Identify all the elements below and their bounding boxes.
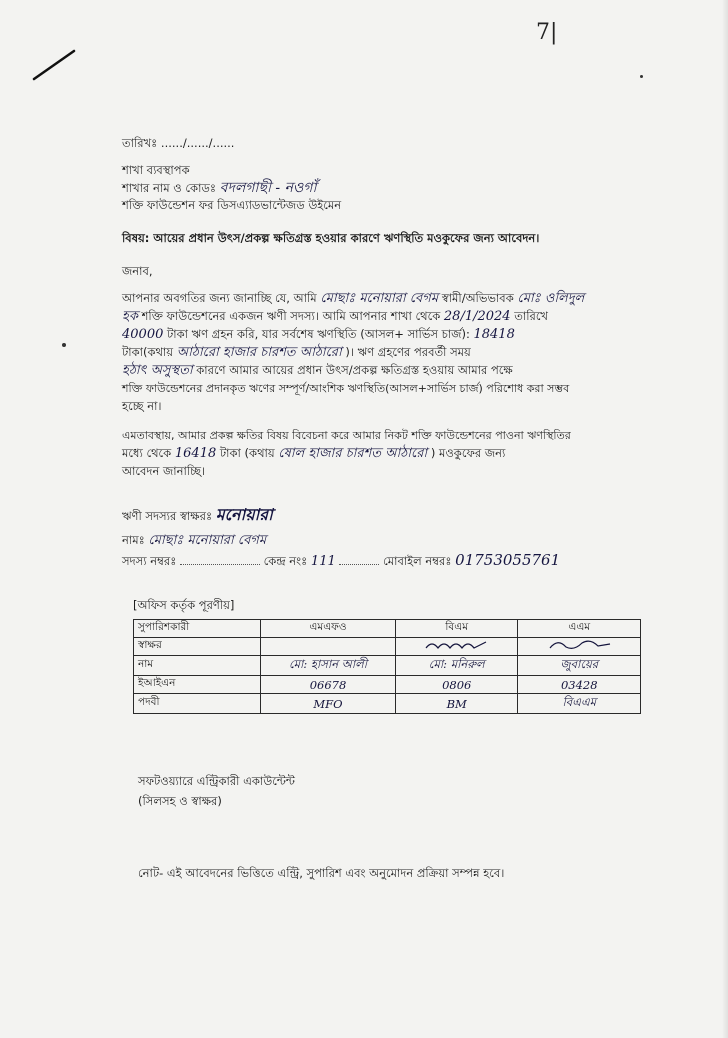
salutation: জনাব, — [122, 264, 153, 278]
para1-text: কারণে আমার আয়ের প্রধান উৎস/প্রকল্প ক্ষতিগ্রস্ত হওয়ায় আমার পক্ষে — [196, 363, 513, 377]
table-row — [134, 676, 641, 694]
outstanding-amount-handwritten: 18418 — [473, 327, 515, 342]
table-row — [134, 694, 641, 714]
member-name-label: নামঃ — [122, 533, 145, 547]
col-am: এএম — [518, 620, 641, 638]
member-name-line — [122, 533, 266, 548]
loan-amount-handwritten: 40000 — [122, 327, 164, 342]
amount-in-words-handwritten: আঠারো হাজার চারশত আঠারো — [176, 345, 342, 360]
para1-text: তারিখে — [514, 309, 548, 323]
table-cell: 0806 — [395, 676, 518, 694]
scan-edge-shadow — [722, 0, 728, 1038]
table-row — [134, 656, 641, 676]
center-number-handwritten: 111 — [310, 554, 336, 569]
para1-text: টাকা ঋণ গ্রহন করি, যার সর্বশেষ ঋণস্থিতি (আসল+ সার্ভিস চার্জ): — [167, 327, 470, 341]
branch-label: শাখার নাম ও কোডঃ — [122, 181, 217, 195]
table-cell: বিএএম — [518, 694, 641, 714]
para2-line1: এমতাবস্থায়, আমার প্রকল্প ক্ষতির বিষয় বিবেচনা করে আমার নিকট শক্তি ফাউন্ডেশনের পাওনা ঋণস্থিতির — [122, 429, 571, 442]
ink-dot — [62, 343, 66, 347]
table-cell: জুবায়ের — [518, 656, 641, 676]
para1-text: শক্তি ফাউন্ডেশনের একজন ঋণী সদস্য। আমি আপনার শাখা থেকে — [141, 309, 441, 323]
office-approval-table — [133, 619, 641, 714]
para1-line4 — [122, 345, 471, 360]
table-cell: 06678 — [261, 676, 396, 694]
date-line: তারিখঃ ....../....../...... — [122, 136, 235, 150]
row-label-name: নাম — [134, 656, 261, 676]
table-cell: মো: মনিরুল — [395, 656, 518, 676]
table-cell — [261, 638, 396, 656]
branch-line — [122, 181, 317, 196]
am-signature — [544, 638, 614, 652]
member-signature-label: ঋণী সদস্যর স্বাক্ষরঃ — [122, 509, 213, 523]
para2-line3: আবেদন জানাচ্ছি। — [122, 464, 206, 478]
footer-note: নোট- এই আবেদনের ভিত্তিতে এন্ট্রি, সুপারিশ এবং অনুমোদন প্রক্রিয়া সম্পন্ন হবে। — [138, 866, 505, 880]
para1-text: স্বামী/অভিভাবক — [441, 291, 514, 305]
row-label-signature: স্বাক্ষর — [134, 638, 261, 656]
accountant-title: সফটওয়্যারে এন্ট্রিকারী একাউন্টেন্ট — [138, 774, 295, 788]
table-cell: MFO — [261, 694, 396, 714]
applicant-name-handwritten: মোছাঃ মনোয়ারা বেগম — [320, 291, 439, 306]
para2-text: মধ্যে থেকে — [122, 446, 172, 460]
ink-dot — [640, 75, 643, 78]
member-signature-line — [122, 507, 273, 524]
para2-text: ) মওকুফের জন্য — [430, 446, 506, 460]
center-number-label: কেন্দ্র নংঃ — [263, 554, 308, 568]
office-use-heading: [অফিস কর্তৃক পূরণীয়] — [133, 598, 235, 612]
para1-text: আপনার অবগতির জন্য জানাচ্ছি যে, আমি — [122, 291, 317, 305]
col-recommender: সুপারিশকারী — [134, 620, 261, 638]
member-number-line — [122, 553, 560, 569]
bm-signature — [422, 638, 492, 652]
para1-line2 — [122, 309, 548, 324]
table-header-row — [134, 620, 641, 638]
row-label-ein: ইআইএন — [134, 676, 261, 694]
col-mfo: এমএফও — [261, 620, 396, 638]
branch-name-handwritten: বদলগাছী - নওগাঁ — [219, 180, 317, 196]
para1-line5 — [122, 363, 513, 378]
top-right-mark: 7| — [536, 20, 558, 45]
para1-text: )। ঋণ গ্রহণের পরবর্তী সময় — [345, 345, 471, 359]
waiver-amount-handwritten: 16418 — [174, 446, 217, 461]
addressee-title: শাখা ব্যবস্থাপক — [122, 163, 190, 177]
member-signature-handwritten: মনোয়ারা — [215, 505, 273, 524]
mobile-number-label: মোবাইল নম্বরঃ — [383, 554, 452, 568]
member-name-handwritten: মোছাঃ মনোয়ারা বেগম — [148, 533, 267, 548]
accountant-seal-note: (সিলসহ ও স্বাক্ষর) — [138, 794, 222, 808]
pen-stroke-mark — [30, 45, 80, 85]
table-cell — [395, 638, 518, 656]
para1-line7: হচ্ছে না। — [122, 399, 162, 413]
para1-line3 — [122, 327, 515, 342]
reason-handwritten: হঠাৎ অসুস্থতা — [122, 363, 193, 378]
table-cell: 03428 — [518, 676, 641, 694]
mobile-number-handwritten: 01753055761 — [455, 551, 561, 569]
para2-line2 — [122, 446, 505, 461]
organization-name: শক্তি ফাউন্ডেশন ফর ডিসএ্যাডভান্টেজড উইমেন — [122, 198, 342, 212]
waiver-in-words-handwritten: ষোল হাজার চারশত আঠারো — [278, 446, 428, 461]
guardian-name-cont-handwritten: হক — [122, 309, 138, 324]
row-label-designation: পদবী — [134, 694, 261, 714]
para1-text: টাকা(কথায় — [122, 345, 174, 359]
table-cell: মো: হাসান আলী — [261, 656, 396, 676]
guardian-name-handwritten: মোঃ ওলিদুল — [517, 291, 585, 306]
para1-line6: শক্তি ফাউন্ডেশনের প্রদানকৃত ঋণের সম্পূর্ণ/আংশিক ঋণস্থিতি(আসল+সার্ভিস চার্জ) পরিশোধ করা সম্ভব — [122, 382, 570, 395]
member-number-label: সদস্য নম্বরঃ — [122, 554, 177, 568]
loan-date-handwritten: 28/1/2024 — [443, 309, 511, 324]
subject-line: বিষয়: আয়ের প্রধান উৎস/প্রকল্প ক্ষতিগ্রস্ত হওয়ার কারণে ঋণস্থিতি মওকুফের জন্য আবেদন। — [122, 231, 540, 245]
para1-line1 — [122, 291, 584, 306]
para2-text: টাকা (কথায় — [219, 446, 275, 460]
table-row — [134, 638, 641, 656]
col-bm: বিএম — [395, 620, 518, 638]
table-cell — [518, 638, 641, 656]
table-cell: BM — [395, 694, 518, 714]
